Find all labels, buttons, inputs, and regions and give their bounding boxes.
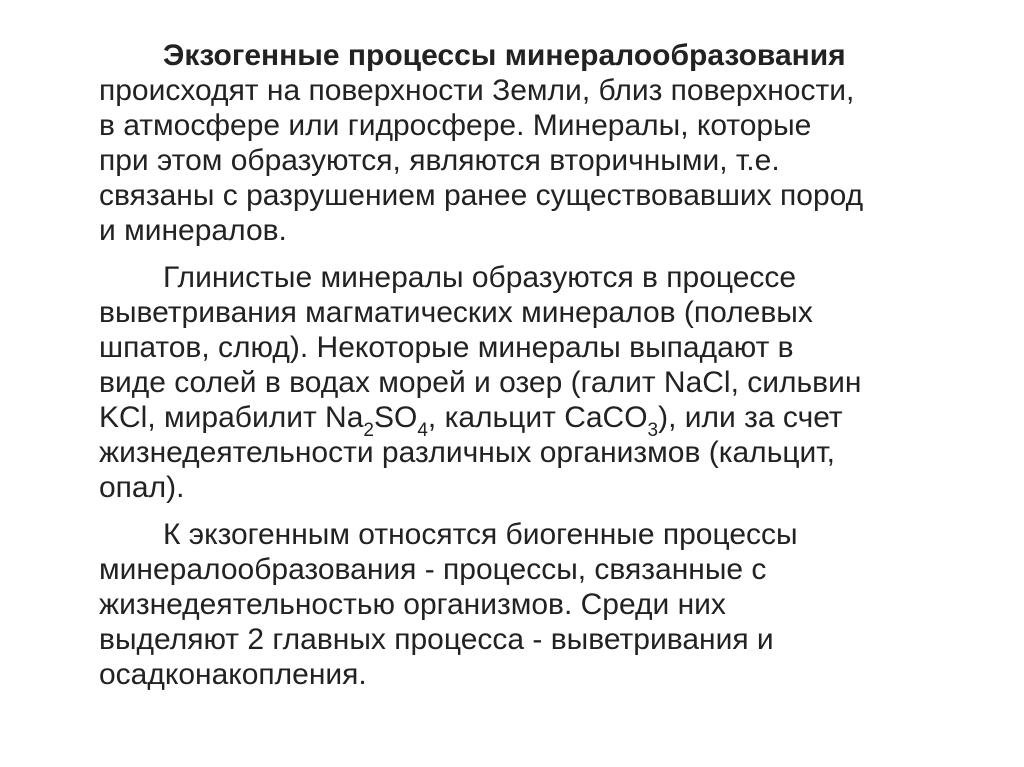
text-line: виде солей в водах морей и озер (галит NaCl, сильвин (99, 366, 862, 399)
formula-part: , кальцит CaCO (427, 401, 648, 434)
bold-lead-term: Экзогенные процессы минералообразования (163, 39, 846, 72)
text-line: минералообразования - процессы, связанные с (99, 553, 767, 586)
text-line: Глинистые минералы образуются в процессе (163, 261, 797, 294)
paragraph-exogenous-processes (99, 38, 979, 248)
paragraph-clay-minerals (99, 260, 979, 505)
text-line: К экзогенным относятся биогенные процессы (163, 518, 798, 551)
formula-part: KCl, мирабилит Na (99, 401, 364, 434)
formula-subscript: 2 (363, 420, 374, 441)
text-line: выветривания магматических минералов (полевых (99, 296, 813, 329)
text-line: происходят на поверхности Земли, близ поверхности, (99, 74, 855, 107)
formula-subscript: 4 (417, 420, 428, 441)
formula-part: ), или за счет (658, 401, 843, 434)
formula-text-line (99, 401, 843, 441)
text-line: жизнедеятельностью организмов. Среди них (99, 588, 726, 621)
text-line: опал). (99, 471, 185, 504)
text-line: жизнедеятельности различных организмов (кальцит, (99, 436, 836, 469)
paragraph-biogenic-processes (99, 517, 979, 692)
text-line: и минералов. (99, 214, 287, 247)
formula-subscript: 3 (647, 420, 659, 441)
text-line: в атмосфере или гидросфере. Минералы, которые (99, 109, 812, 142)
slide-text-body (99, 38, 979, 704)
text-line: выделяют 2 главных процесса - выветривания и (99, 623, 774, 656)
text-line: связаны с разрушением ранее существовавших пород (99, 179, 864, 212)
formula-part: SO (373, 401, 418, 434)
text-line: осадконакопления. (99, 658, 367, 691)
text-line: при этом образуются, являются вторичными, т.е. (99, 144, 780, 177)
text-line: шпатов, слюд). Некоторые минералы выпадают в (99, 331, 794, 364)
